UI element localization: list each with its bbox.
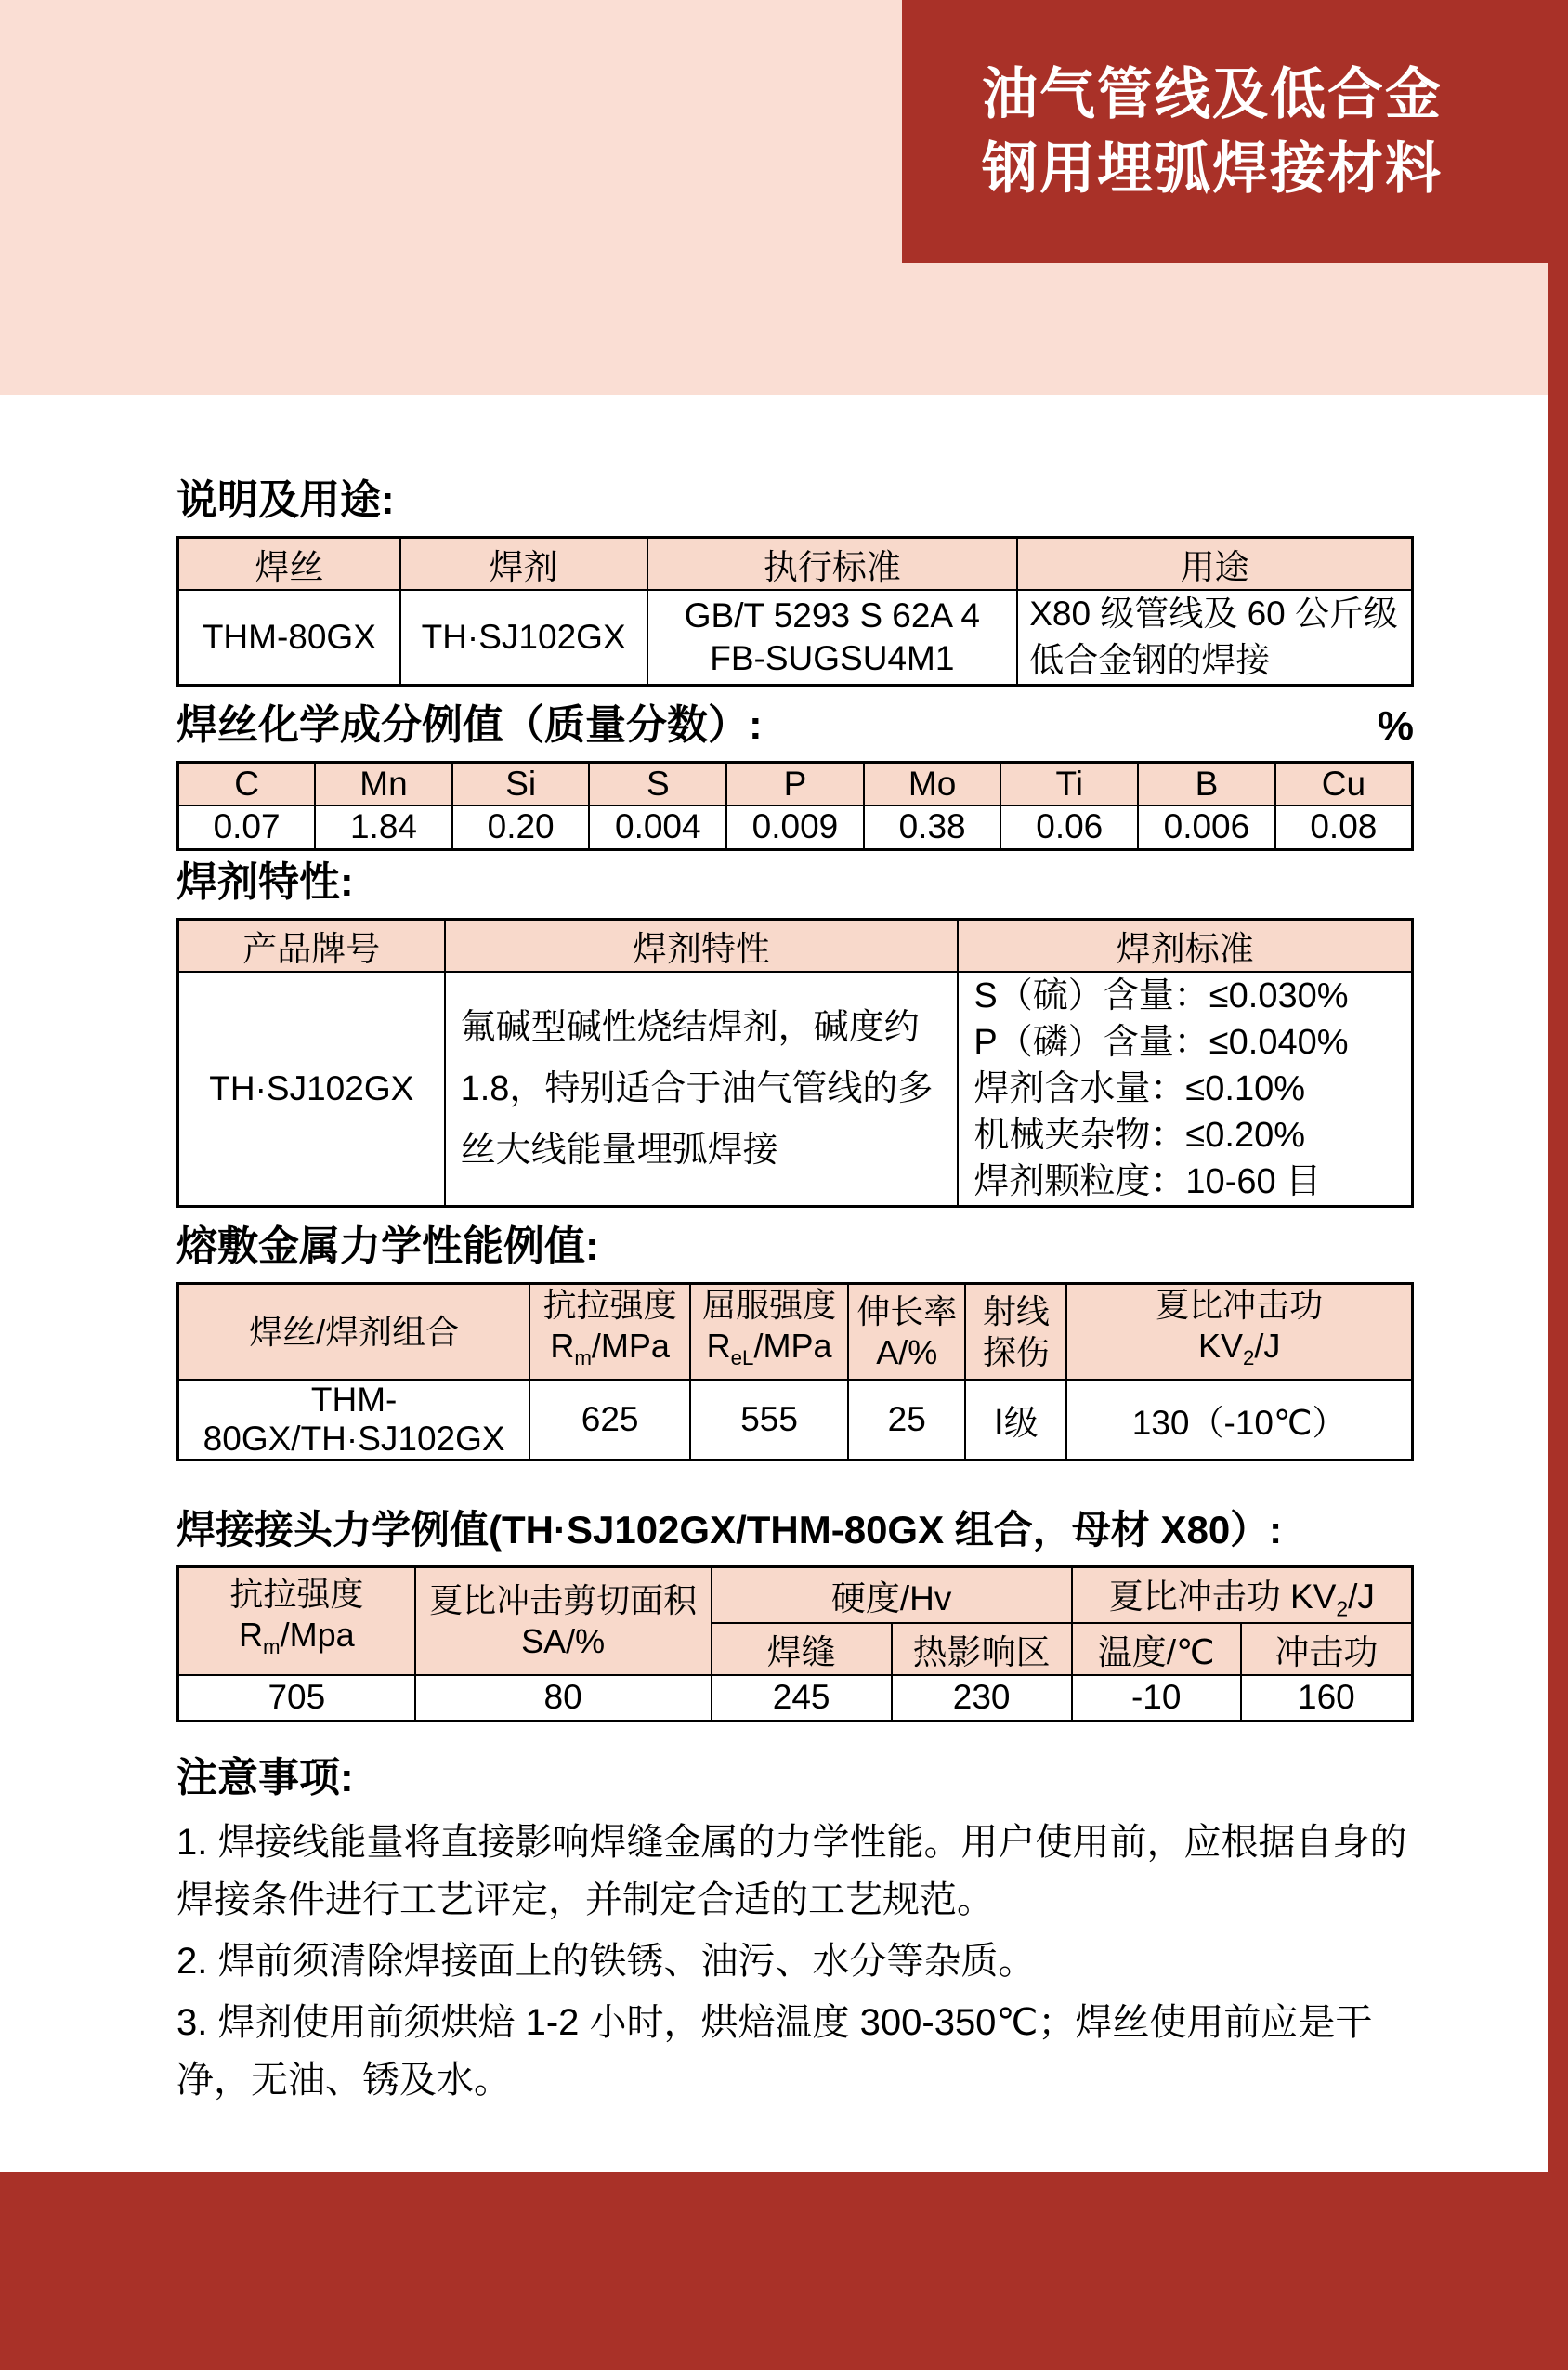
flux-header-brand: 产品牌号 (178, 920, 445, 973)
deposit-header-yield-line2: $R_{eL}$/MPa (706, 1327, 832, 1370)
deposit-header-tensile (529, 1284, 690, 1381)
flux-standard-line-mech: 机械夹杂物：≤0.20% (973, 1116, 1306, 1155)
notes-heading: 注意事项: (176, 1755, 354, 1801)
deposit-header-elongation-line1: 伸长率 (856, 1291, 958, 1330)
joint-cell-haz: 230 (892, 1675, 1072, 1722)
joint-header-shear-area (415, 1567, 712, 1675)
deposit-cell-elongation: 25 (848, 1380, 965, 1460)
flux-heading: 焊剂特性: (176, 859, 354, 905)
chem-header-b: B (1138, 763, 1275, 805)
joint-header-haz: 热影响区 (892, 1623, 1072, 1675)
chem-value-mn: 1.84 (315, 805, 452, 850)
flux-standard-line-s: S（硫）含量：≤0.030% (973, 976, 1349, 1015)
deposit-header-radiography (965, 1284, 1066, 1381)
flux-cell-property: 氟碱型碱性烧结焊剂，碱度约 1.8，特别适合于油气管线的多丝大线能量埋弧焊接 (445, 972, 959, 1207)
usage-cell-application (1017, 590, 1412, 686)
usage-header-flux: 焊剂 (400, 538, 647, 591)
chem-value-s: 0.004 (589, 805, 726, 850)
flux-cell-brand: TH·SJ102GX (178, 972, 445, 1207)
chem-heading: 焊丝化学成分例值（质量分数）: (176, 702, 763, 748)
note-item-1 (176, 1814, 1414, 1929)
deposit-header-impact-line2: $KV_2/J$ (1197, 1327, 1281, 1370)
chem-value-mo: 0.38 (864, 805, 1001, 850)
chem-heading-row (176, 701, 1414, 750)
chem-value-cu: 0.08 (1275, 805, 1413, 850)
joint-heading: 焊接接头力学例值(TH·SJ102GX/THM-80GX 组合，母材 X80）: (176, 1508, 1283, 1552)
deposit-header-radiography-line2: 探伤 (982, 1332, 1050, 1371)
deposit-header-elongation-line2: A/% (876, 1332, 938, 1371)
deposit-header-combo (178, 1284, 530, 1381)
flux-standard-line-grain: 焊剂颗粒度：10-60 目 (973, 1162, 1322, 1201)
joint-cell-weld: 245 (712, 1675, 892, 1722)
usage-cell-flux: TH·SJ102GX (400, 590, 647, 686)
right-red-strip (1548, 0, 1568, 2370)
usage-cell-wire: THM-80GX (178, 590, 400, 686)
deposit-cell-impact: 130（-10℃） (1066, 1380, 1412, 1460)
note-1-number: 1. (176, 1822, 208, 1864)
usage-heading: 说明及用途: (176, 478, 395, 523)
usage-table (176, 536, 1414, 687)
chem-value-b: 0.006 (1138, 805, 1275, 850)
notes-list (176, 1814, 1414, 2109)
usage-header-wire: 焊丝 (178, 538, 400, 591)
deposit-cell-yield: 555 (690, 1380, 848, 1460)
chem-unit-label: % (1377, 703, 1414, 749)
joint-header-shear-area-line2: SA/% (521, 1621, 606, 1660)
joint-header-weld: 焊缝 (712, 1623, 892, 1675)
deposit-header-radiography-line1: 射线 (982, 1291, 1050, 1330)
deposit-header-tensile-line1: 抗拉强度 (542, 1286, 677, 1324)
deposit-header-impact (1066, 1284, 1412, 1381)
deposit-header-tensile-line2: $R_m$/MPa (550, 1327, 670, 1370)
chem-header-c: C (178, 763, 316, 805)
joint-cell-temp: -10 (1072, 1675, 1241, 1722)
joint-header-tensile-line1: 抗拉强度 (229, 1575, 364, 1614)
bottom-red-band (0, 2172, 1568, 2370)
usage-application-line1: X80 级管线及 60 公斤级 (1029, 595, 1399, 633)
deposit-header-elongation (848, 1284, 965, 1381)
flux-standard-line-water: 焊剂含水量：≤0.10% (973, 1069, 1306, 1108)
chem-value-si: 0.20 (452, 805, 590, 850)
joint-cell-energy: 160 (1241, 1675, 1413, 1722)
usage-cell-standard (647, 590, 1018, 686)
chem-header-mo: Mo (864, 763, 1001, 805)
usage-application-line2: 低合金钢的焊接 (1029, 641, 1271, 679)
usage-header-application: 用途 (1017, 538, 1412, 591)
joint-header-tensile (178, 1567, 415, 1675)
note-1-text: 焊接线能量将直接影响焊缝金属的力学性能。用户使用前，应根据自身的焊接条件进行工艺评定，并制定合适的工艺规范。 (176, 1822, 1407, 1921)
deposit-header-combo-label: 焊丝/焊剂组合 (249, 1312, 460, 1351)
deposit-cell-tensile: 625 (529, 1380, 690, 1460)
flux-cell-standard (958, 972, 1412, 1207)
main-content (176, 395, 1414, 2113)
note-item-2 (176, 1932, 1414, 1990)
joint-header-impact-group: 夏比冲击功 $KV_2/J$ (1072, 1567, 1413, 1623)
note-3-number: 3. (176, 2002, 208, 2044)
deposit-cell-radiography: Ⅰ级 (965, 1380, 1066, 1460)
note-3-text: 焊剂使用前须烘焙 1-2 小时，烘焙温度 300-350℃；焊丝使用前应是干净，无油、锈及水。 (176, 2002, 1373, 2102)
joint-header-energy: 冲击功 (1241, 1623, 1413, 1675)
note-item-3 (176, 1994, 1414, 2109)
chem-value-p: 0.009 (726, 805, 864, 850)
joint-header-hardness-group: 硬度/Hv (712, 1567, 1072, 1623)
note-2-text: 焊前须清除焊接面上的铁锈、油污、水分等杂质。 (217, 1941, 1036, 1983)
page-title-line1: 油气管线及低合金 (982, 62, 1443, 125)
chem-header-s: S (589, 763, 726, 805)
chem-header-si: Si (452, 763, 590, 805)
flux-header-property: 焊剂特性 (445, 920, 959, 973)
usage-header-standard: 执行标准 (647, 538, 1018, 591)
chem-header-p: P (726, 763, 864, 805)
usage-standard-line1: GB/T 5293 S 62A 4 (684, 596, 980, 635)
flux-header-standard: 焊剂标准 (958, 920, 1412, 973)
deposit-cell-combo: THM-80GX/TH·SJ102GX (178, 1380, 530, 1460)
page-title-line2: 钢用埋弧焊接材料 (982, 137, 1443, 200)
joint-cell-tensile: 705 (178, 1675, 415, 1722)
joint-header-temp: 温度/℃ (1072, 1623, 1241, 1675)
usage-standard-line2: FB-SUGSU4M1 (710, 639, 955, 677)
joint-header-shear-area-line1: 夏比冲击剪切面积 (429, 1580, 698, 1619)
deposit-header-yield (690, 1284, 848, 1381)
flux-table (176, 918, 1414, 1208)
deposit-header-impact-line1: 夏比冲击功 (1156, 1286, 1324, 1324)
chem-table (176, 761, 1414, 851)
chem-header-cu: Cu (1275, 763, 1413, 805)
chem-header-mn: Mn (315, 763, 452, 805)
chem-header-ti: Ti (1000, 763, 1138, 805)
joint-table (176, 1565, 1414, 1722)
joint-header-tensile-line2: $R_m$/Mpa (239, 1616, 355, 1659)
deposit-heading: 熔敷金属力学性能例值: (176, 1224, 599, 1269)
chem-value-c: 0.07 (178, 805, 316, 850)
flux-standard-line-p: P（磷）含量：≤0.040% (973, 1023, 1349, 1062)
deposit-header-yield-line1: 屈服强度 (702, 1286, 837, 1324)
note-2-number: 2. (176, 1941, 208, 1983)
deposit-table (176, 1282, 1414, 1461)
chem-value-ti: 0.06 (1000, 805, 1138, 850)
title-banner (902, 0, 1568, 263)
joint-cell-shear-area: 80 (415, 1675, 712, 1722)
